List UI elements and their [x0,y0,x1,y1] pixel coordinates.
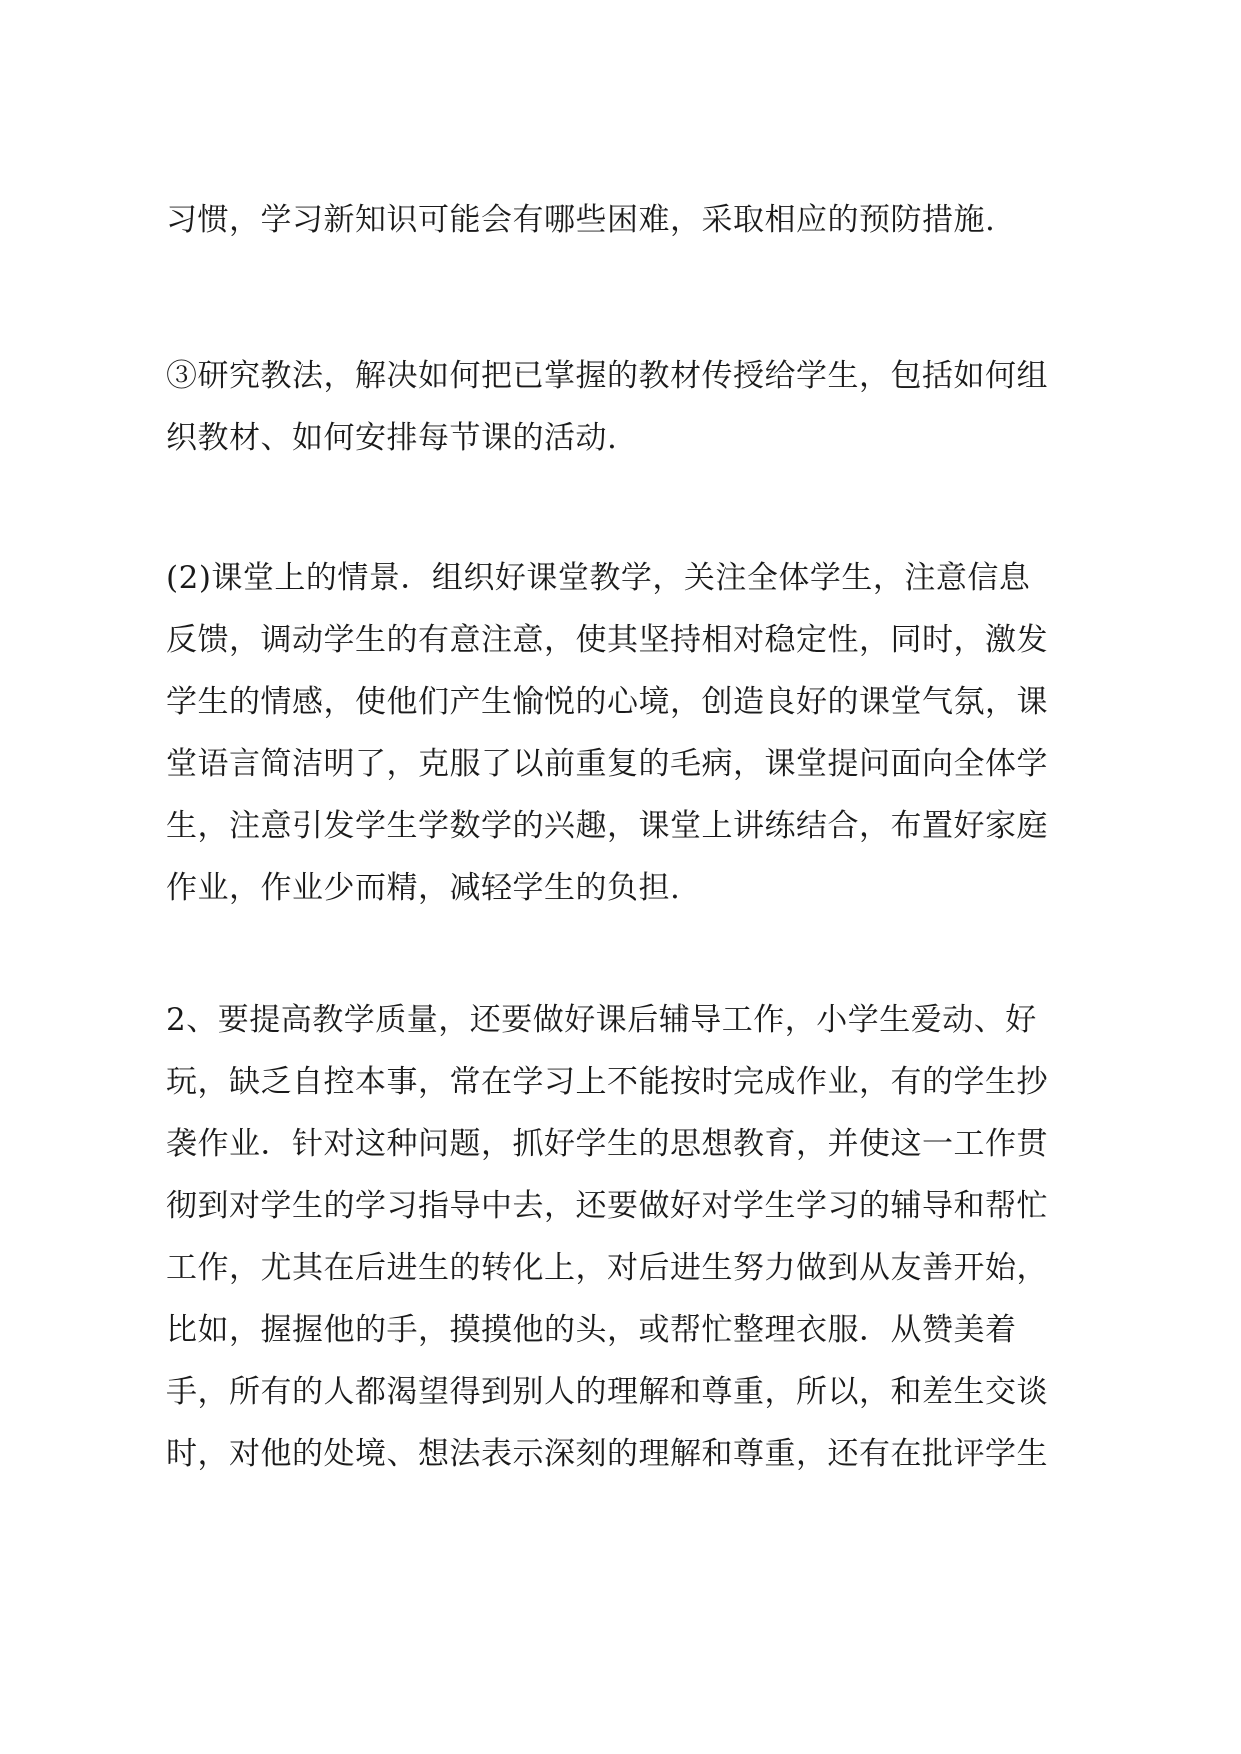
text-line: 生，注意引发学生学数学的兴趣，课堂上讲练结合，布置好家庭 [166,808,1048,844]
text-line: 反馈，调动学生的有意注意，使其坚持相对稳定性，同时，激发 [166,622,1048,658]
text-line: 时，对他的处境、想法表示深刻的理解和尊重，还有在批评学生 [166,1436,1048,1472]
text-line: 学生的情感，使他们产生愉悦的心境，创造良好的课堂气氛，课 [166,684,1048,720]
text-line: 工作，尤其在后进生的转化上，对后进生努力做到从友善开始， [166,1250,1048,1286]
text-line: 织教材、如何安排每节课的活动. [166,420,618,456]
text-line: 作业，作业少而精，减轻学生的负担. [166,870,681,906]
text-line: ③研究教法，解决如何把已掌握的教材传授给学生，包括如何组 [166,358,1048,394]
text-line: 堂语言简洁明了，克服了以前重复的毛病，课堂提问面向全体学 [166,746,1048,782]
text-line: 彻到对学生的学习指导中去，还要做好对学生学习的辅导和帮忙 [166,1188,1048,1224]
text-line: (2)课堂上的情景．组织好课堂教学，关注全体学生，注意信息 [166,560,1031,596]
text-line: 习惯，学习新知识可能会有哪些困难，采取相应的预防措施. [166,202,996,238]
text-line: 袭作业．针对这种问题，抓好学生的思想教育，并使这一工作贯 [166,1126,1048,1162]
text-line: 比如，握握他的手，摸摸他的头，或帮忙整理衣服．从赞美着 [166,1312,1017,1348]
text-line: 玩，缺乏自控本事，常在学习上不能按时完成作业，有的学生抄 [166,1064,1048,1100]
text-line: 手，所有的人都渴望得到别人的理解和尊重，所以，和差生交谈 [166,1374,1048,1410]
text-line: 2、要提高教学质量，还要做好课后辅导工作，小学生爱动、好 [166,1002,1037,1038]
